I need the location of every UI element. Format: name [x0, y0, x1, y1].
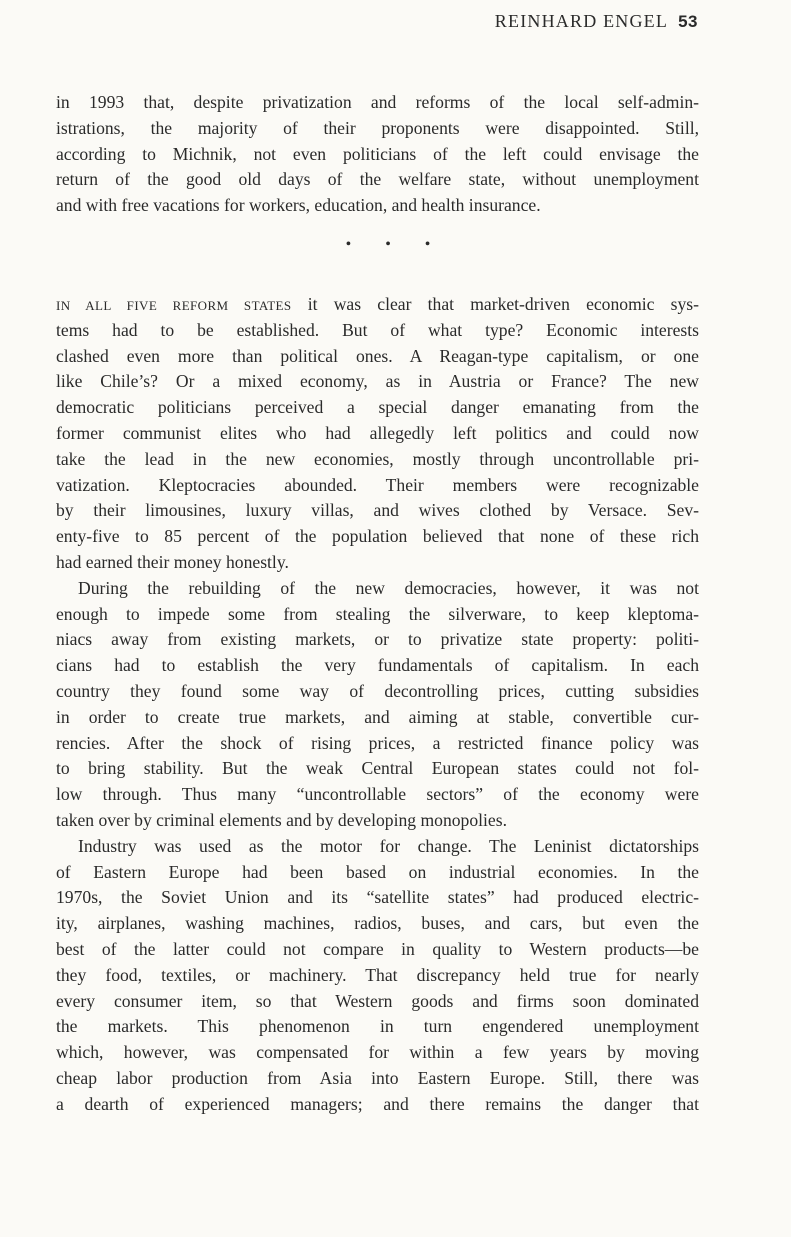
text-line: by their limousines, luxury villas, and wives clothed by Versace. Sev-	[56, 500, 699, 521]
text-line: democratic politicians perceived a special danger emanating from the	[56, 397, 699, 418]
text-line: low through. Thus many “uncontrollable sectors” of the economy were	[56, 784, 699, 805]
text-line: of Eastern Europe had been based on industrial economies. In the	[56, 861, 699, 882]
text-line: take the lead in the new economies, mostly through uncontrollable pri-	[56, 448, 699, 469]
text-line: cians had to establish the very fundamentals of capitalism. In each	[56, 655, 699, 676]
running-header	[495, 11, 698, 32]
text-line: cheap labor production from Asia into Eastern Europe. Still, there was	[56, 1067, 699, 1088]
text-line: which, however, was compensated for within a few years by moving	[56, 1042, 699, 1063]
section-break-ornament: • • •	[345, 236, 446, 253]
text-line: Industry was used as the motor for change. The Leninist dictatorships	[78, 835, 699, 856]
text-line: vatization. Kleptocracies abounded. Their members were recognizable	[56, 474, 699, 495]
text-line: During the rebuilding of the new democracies, however, it was not	[78, 577, 699, 598]
text-line: enough to impede some from stealing the silverware, to keep kleptoma-	[56, 603, 699, 624]
running-head-title: REINHARD ENGEL	[494, 11, 669, 31]
text-line: clashed even more than political ones. A Reagan-type capitalism, or one	[56, 345, 699, 366]
text-line: every consumer item, so that Western goods and firms soon dominated	[56, 990, 699, 1011]
text-line: tems had to be established. But of what type? Economic interests	[56, 319, 699, 340]
text-line: ity, airplanes, washing machines, radios, buses, and cars, but even the	[56, 913, 699, 934]
text-line: to bring stability. But the weak Central European states could not fol-	[56, 758, 699, 779]
text-line: niacs away from existing markets, or to privatize state property: politi-	[56, 629, 699, 650]
text-line: according to Michnik, not even politicians of the left could envisage the	[56, 143, 699, 164]
text-line: rencies. After the shock of rising prices, a restricted finance policy was	[56, 732, 699, 753]
text-line: in order to create true markets, and aiming at stable, convertible cur-	[56, 706, 699, 727]
text-line: and with free vacations for workers, education, and health insurance.	[56, 195, 541, 216]
text-line: country they found some way of decontrolling prices, cutting subsidies	[56, 680, 699, 701]
page-number: 53	[678, 12, 698, 31]
text-line: return of the good old days of the welfare state, without unemployment	[56, 169, 699, 190]
text-line: istrations, the majority of their proponents were disappointed. Still,	[56, 117, 699, 138]
text-line: best of the latter could not compare in quality to Western products—be	[56, 938, 699, 959]
body-paragraphs	[56, 292, 699, 1118]
small-caps-lead: IN ALL FIVE REFORM STATES	[56, 298, 292, 313]
text-line: a dearth of experienced managers; and there remains the danger that	[56, 1093, 699, 1114]
paragraph-continuation	[56, 90, 699, 219]
text-line: 1970s, the Soviet Union and its “satellite states” had produced electric-	[56, 887, 699, 908]
opening-line-rest: it was clear that market-driven economic sys-	[291, 294, 700, 314]
text-line: they food, textiles, or machinery. That discrepancy held true for nearly	[56, 964, 699, 985]
text-line-opening	[56, 292, 699, 318]
text-line: in 1993 that, despite privatization and reforms of the local self-admin-	[56, 92, 699, 112]
text-line: former communist elites who had allegedly left politics and could now	[56, 422, 699, 443]
text-line: enty-five to 85 percent of the population believed that none of these rich	[56, 526, 699, 547]
text-line: the markets. This phenomenon in turn engendered unemployment	[56, 1016, 699, 1037]
text-line: taken over by criminal elements and by developing monopolies.	[56, 809, 507, 830]
text-line: like Chile’s? Or a mixed economy, as in Austria or France? The new	[56, 371, 699, 392]
text-line: had earned their money honestly.	[56, 551, 289, 572]
